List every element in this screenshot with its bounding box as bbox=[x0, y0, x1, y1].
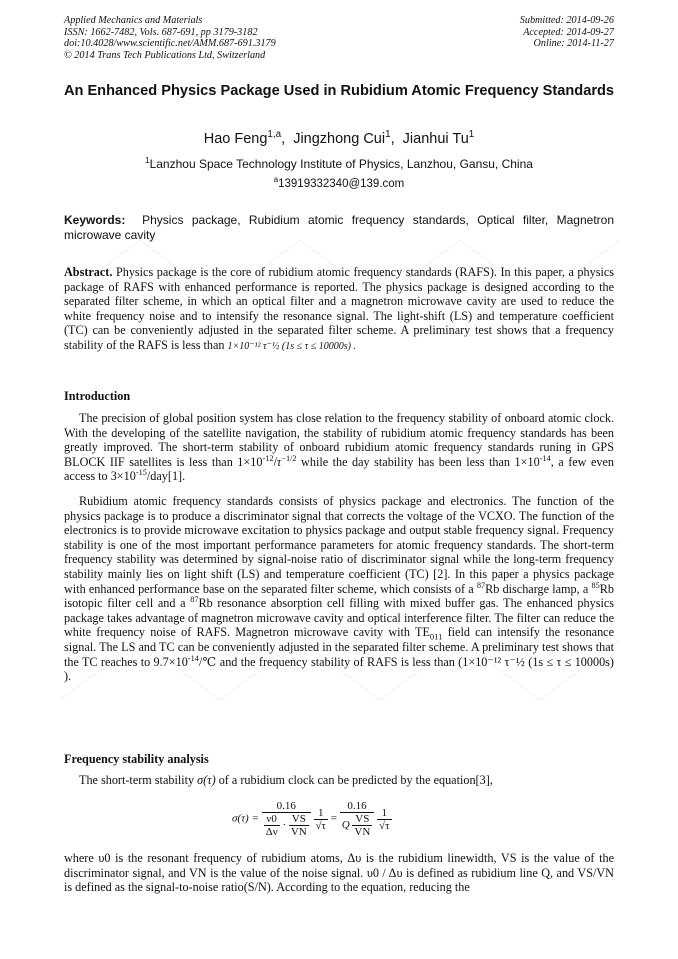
eq-subfraction bbox=[264, 813, 280, 838]
eq-subfraction bbox=[289, 813, 309, 838]
eq-denominator: $\frac{\nu 0}{\Delta\nu}$ · $\frac{VS}{VN}$ bbox=[265, 813, 307, 838]
eq-lhs: σ(τ) = bbox=[232, 812, 259, 825]
sigma-symbol: σ(τ) bbox=[197, 773, 216, 787]
tau-symbol: τ bbox=[276, 454, 282, 469]
eq-numerator: 0.16 bbox=[262, 800, 311, 813]
exponent: -14 bbox=[539, 453, 551, 463]
isotope-mark: 87 bbox=[476, 580, 486, 590]
journal-doi: doi:10.4028/www.scientific.net/AMM.687-691.3179 bbox=[64, 38, 276, 49]
intro-text: Rb discharge lamp, a bbox=[485, 581, 592, 596]
eq-vn: VN bbox=[354, 826, 371, 838]
fsa-paragraph-2: where υ0 is the resonant frequency of rubidium atoms, Δυ is the rubidium linewidth, VS is the value of the discriminator signal, and VN is the value of the noise signal. υ0 / Δυ is defined as rubidium line Q, and VS/VN is defined as the signal-to-noise ratio(S/N). According to the equation, reducing the bbox=[64, 851, 614, 895]
intro-paragraph-2 bbox=[64, 494, 614, 684]
eq-dnu: Δν bbox=[265, 826, 278, 838]
intro-text: /℃ and the frequency stability of RAFS is less than (1×10⁻¹² τ⁻½ (1s ≤ τ ≤ 10000s) ). bbox=[64, 654, 614, 684]
author-email bbox=[0, 175, 678, 190]
journal-issn: ISSN: 1662-7482, Vols. 687-691, pp 3179-3182 bbox=[64, 26, 258, 38]
eq-subfraction bbox=[352, 813, 372, 838]
author-affil-mark: 1 bbox=[385, 129, 391, 141]
eq-vs: VS bbox=[289, 813, 309, 826]
keywords bbox=[64, 213, 614, 243]
mode-subscript: 011 bbox=[429, 631, 443, 642]
eq-equals: = bbox=[330, 812, 337, 825]
abstract-text: Physics package is the core of rubidium atomic frequency standards (RAFS). In this paper, a physics package of RAFS with enhanced performance is reported. The physics package is designed according to the separated filter scheme, in which an optical filter and a magnetron microwave cavity are used to reduce the white frequency noise and to intensify the resonance signal. The light-shift (LS) and temperature coefficient (TC) can be conveniently adjusted in the separated filter scheme. A preliminary test shows that a frequency stability of the RAFS is less than bbox=[64, 265, 614, 352]
eq-vs: VS bbox=[352, 813, 372, 826]
intro-text: Rubidium atomic frequency standards consists of physics package and electronics. The function of the physics package is to produce a discriminator signal that corrects the voltage of the VCXO. The function of the electronics is to provide microwave excitation to physics package and output stable frequency signal. Frequency stability is one of the most important performance parameters for atomic frequency standards. The short-term frequency stability was determined by signal-noise ratio of discriminator signal while the long-term frequency stability mainly lies on light shift (LS) and temperature coefficient (TC) [2]. In this paper a physics package with enhanced performance base on the separated filter scheme, which consists of a bbox=[64, 494, 614, 596]
eq-sqrt-tau: √τ bbox=[315, 819, 326, 832]
journal-info bbox=[64, 15, 276, 61]
intro-text: field can intensify the resonance signal. The LS and TC can be conveniently adjusted in the separated filter scheme. A preliminary test shows that the TC reaches to 9.7×10 bbox=[64, 625, 614, 669]
affiliation-text: Lanzhou Space Technology Institute of Physics, Lanzhou, Gansu, China bbox=[149, 157, 533, 171]
author-list: Hao Feng$^{1,a}$, Jingzhong Cui$^1$, Jianhui Tu$^1$ bbox=[203, 129, 475, 147]
author-name: Hao Feng bbox=[203, 131, 268, 147]
intro-text: / bbox=[273, 454, 277, 469]
intro-text: Rb isotopic filter cell and a bbox=[64, 581, 614, 611]
eq-fraction bbox=[262, 800, 311, 838]
stability-equation bbox=[232, 800, 452, 852]
fsa-paragraph-1 bbox=[64, 773, 614, 788]
eq-sqrt-tau: √τ bbox=[379, 819, 390, 832]
isotope-mark: 87 bbox=[190, 595, 199, 605]
abstract-formula: 1×10⁻¹² τ⁻½ (1s ≤ τ ≤ 10000s) . bbox=[227, 340, 356, 352]
eq-nu0: ν0 bbox=[264, 813, 280, 826]
accepted-date: Accepted: 2014-09-27 bbox=[523, 26, 614, 38]
email-mark: a bbox=[273, 175, 279, 185]
intro-text: , a few even access to 3×10 bbox=[64, 454, 614, 484]
intro-text: The precision of global position system has close relation to the frequency stability of onboard atomic clock. With the developing of the satellite navigation, the stability of rubidium atomic frequency standards has been greatly improved. The short-term stability of onboard rubidium atomic frequency standards runing in GPS BLOCK IIF satellites is less than 1×10 bbox=[64, 411, 614, 469]
exponent: -14 bbox=[187, 653, 199, 663]
exponent: −1/2 bbox=[281, 453, 297, 463]
isotope-mark: 85 bbox=[591, 580, 600, 590]
paper-title: An Enhanced Physics Package Used in Rubidium Atomic Frequency Standards bbox=[63, 83, 615, 99]
exponent: -12 bbox=[262, 453, 274, 463]
abstract-label: Abstract. bbox=[64, 265, 113, 279]
keywords-text: Physics package, Rubidium atomic frequency standards, Optical filter, Magnetron microwave cavity bbox=[64, 213, 615, 242]
eq-one: 1 bbox=[377, 807, 391, 820]
intro-paragraph-1 bbox=[64, 411, 614, 484]
journal-name: Applied Mechanics and Materials bbox=[64, 15, 203, 26]
intro-text: Rb resonance absorption cell filling with mixed buffer gas. The enhanced physics package takes advantage of magnetron microwave cavity and optical interference filter. The filter can reduce the white frequency noise of RAFS. Magnetron microwave cavity with TE bbox=[64, 596, 614, 640]
eq-fraction bbox=[314, 807, 328, 832]
eq-fraction bbox=[340, 800, 375, 838]
submission-dates bbox=[520, 15, 614, 50]
affiliation bbox=[0, 157, 678, 171]
keywords-label: Keywords: bbox=[64, 213, 126, 227]
exponent: -15 bbox=[135, 468, 147, 478]
eq-one: 1 bbox=[314, 807, 328, 820]
author-name: Jianhui Tu bbox=[402, 131, 469, 147]
abstract bbox=[64, 265, 614, 355]
intro-text: /day[1]. bbox=[146, 469, 186, 484]
section-heading-frequency-stability: Frequency stability analysis bbox=[64, 752, 209, 766]
submitted-date: Submitted: 2014-09-26 bbox=[519, 15, 614, 26]
eq-fraction bbox=[377, 807, 391, 832]
eq-vn: VN bbox=[290, 826, 307, 838]
online-date: Online: 2014-11-27 bbox=[533, 38, 614, 49]
eq-q: Q bbox=[341, 819, 350, 832]
author-affil-mark: 1 bbox=[468, 129, 475, 141]
affiliation-mark: 1 bbox=[145, 156, 150, 165]
fsa-text: of a rubidium clock can be predicted by the equation[3], bbox=[215, 773, 493, 787]
eq-numerator: 0.16 bbox=[340, 800, 375, 813]
email-text: 13919332340@139.com bbox=[278, 178, 405, 190]
intro-text: while the day stability has been less than 1×10 bbox=[296, 454, 540, 469]
fsa-text: The short-term stability bbox=[79, 773, 198, 787]
author-affil-mark: 1,a bbox=[267, 129, 282, 141]
journal-copyright: © 2014 Trans Tech Publications Ltd, Switzerland bbox=[64, 49, 266, 61]
eq-denominator bbox=[340, 813, 375, 838]
section-heading-introduction: Introduction bbox=[64, 389, 131, 403]
author-name: Jingzhong Cui bbox=[293, 131, 386, 147]
